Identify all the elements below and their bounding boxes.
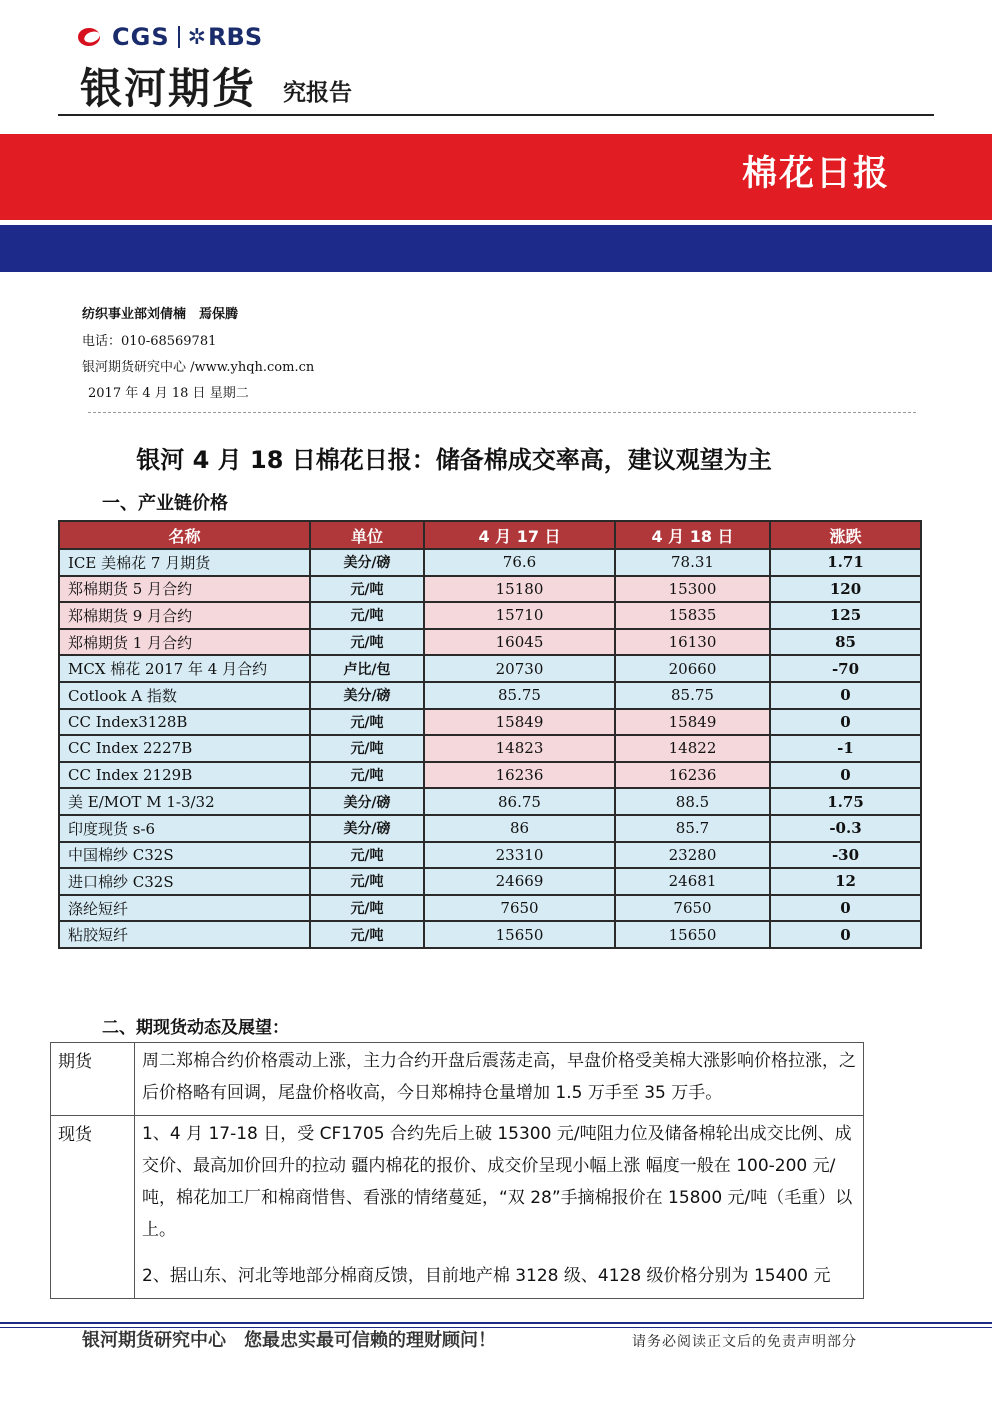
cell-unit: 元/吨 xyxy=(310,602,424,629)
cell-name: CC Index 2129B xyxy=(59,762,310,789)
spot-label: 现货 xyxy=(51,1116,135,1299)
table-row xyxy=(59,921,921,948)
blue-banner xyxy=(0,225,992,272)
table-row xyxy=(59,576,921,603)
table-row xyxy=(59,629,921,656)
futures-row xyxy=(51,1043,864,1116)
cell-apr17: 23310 xyxy=(424,842,615,869)
cell-unit: 元/吨 xyxy=(310,709,424,736)
phone: 电话：010-68569781 xyxy=(82,334,217,349)
cell-apr18: 16236 xyxy=(615,762,770,789)
cell-apr17: 86 xyxy=(424,815,615,842)
table-row xyxy=(59,735,921,762)
commentary-table xyxy=(50,1042,864,1299)
cell-apr18: 23280 xyxy=(615,842,770,869)
cell-apr17: 15849 xyxy=(424,709,615,736)
cell-apr17: 14823 xyxy=(424,735,615,762)
cell-apr18: 20660 xyxy=(615,655,770,682)
cell-apr17: 16045 xyxy=(424,629,615,656)
rbs-logo-icon: ✲ xyxy=(187,24,207,50)
cell-change: -70 xyxy=(770,655,921,682)
cell-change: 0 xyxy=(770,895,921,922)
price-table xyxy=(58,520,922,949)
cell-apr18: 85.75 xyxy=(615,682,770,709)
cell-apr18: 88.5 xyxy=(615,788,770,815)
cell-name: MCX 棉花 2017 年 4 月合约 xyxy=(59,655,310,682)
cell-unit: 美分/磅 xyxy=(310,549,424,576)
dashed-divider xyxy=(88,412,916,413)
cell-apr18: 7650 xyxy=(615,895,770,922)
cell-unit: 美分/磅 xyxy=(310,815,424,842)
cell-change: 85 xyxy=(770,629,921,656)
cell-apr18: 15835 xyxy=(615,602,770,629)
cell-name: 中国棉纱 C32S xyxy=(59,842,310,869)
logo-cgs-text: CGS xyxy=(112,23,170,51)
report-type: 究报告 xyxy=(283,80,352,106)
cell-apr17: 86.75 xyxy=(424,788,615,815)
cell-name: 粘胶短纤 xyxy=(59,921,310,948)
cell-apr18: 15300 xyxy=(615,576,770,603)
website-link[interactable]: 银河期货研究中心 /www.yhqh.com.cn xyxy=(82,360,315,375)
table-row xyxy=(59,815,921,842)
header-unit: 单位 xyxy=(310,521,424,549)
table-row xyxy=(59,762,921,789)
cell-apr17: 20730 xyxy=(424,655,615,682)
company-name: 银河期货 xyxy=(80,64,257,113)
cell-name: 涤纶短纤 xyxy=(59,895,310,922)
cell-unit: 卢比/包 xyxy=(310,655,424,682)
cell-name: 进口棉纱 C32S xyxy=(59,868,310,895)
logo-rbs-text: RBS xyxy=(208,23,263,51)
cell-apr17: 7650 xyxy=(424,895,615,922)
cell-apr17: 15180 xyxy=(424,576,615,603)
table-header-row xyxy=(59,521,921,549)
cell-unit: 元/吨 xyxy=(310,576,424,603)
cell-change: 1.75 xyxy=(770,788,921,815)
cell-unit: 元/吨 xyxy=(310,629,424,656)
table-row xyxy=(59,868,921,895)
cell-name: ICE 美棉花 7 月期货 xyxy=(59,549,310,576)
cell-name: 印度现货 s-6 xyxy=(59,815,310,842)
cell-unit: 元/吨 xyxy=(310,895,424,922)
cell-change: 0 xyxy=(770,709,921,736)
cell-unit: 元/吨 xyxy=(310,762,424,789)
cell-apr18: 78.31 xyxy=(615,549,770,576)
cell-apr18: 15650 xyxy=(615,921,770,948)
footer-slogan: 银河期货研究中心 您最忠实最可信赖的理财顾问！ xyxy=(82,1330,496,1351)
cell-unit: 美分/磅 xyxy=(310,682,424,709)
cell-apr17: 15710 xyxy=(424,602,615,629)
cell-apr18: 85.7 xyxy=(615,815,770,842)
cell-change: 120 xyxy=(770,576,921,603)
table-row xyxy=(59,895,921,922)
cell-change: 125 xyxy=(770,602,921,629)
authors: 纺织事业部刘倩楠 焉保腾 xyxy=(82,307,239,322)
report-title: 棉花日报 xyxy=(741,154,890,194)
cell-apr18: 14822 xyxy=(615,735,770,762)
cell-change: 0 xyxy=(770,921,921,948)
cell-name: CC Index 2227B xyxy=(59,735,310,762)
cell-unit: 元/吨 xyxy=(310,921,424,948)
header-date2: 4 月 18 日 xyxy=(615,521,770,549)
spot-paragraph-1: 1、4 月 17-18 日，受 CF1705 合约先后上破 15300 元/吨阻力位及储备棉轮出成交比例、成交价、最高加价回升的拉动 疆内棉花的报价、成交价呈现小幅上涨 幅度一般在 100-200 元/吨，棉花加工厂和棉商惜售、看涨的情绪蔓延，“双 28”手摘棉报价在 15800 元/吨（毛重）以上。 xyxy=(142,1124,853,1240)
cell-change: -1 xyxy=(770,735,921,762)
cell-unit: 元/吨 xyxy=(310,735,424,762)
cell-apr17: 24669 xyxy=(424,868,615,895)
header-rule xyxy=(58,114,934,116)
header-name: 名称 xyxy=(59,521,310,549)
cell-apr18: 15849 xyxy=(615,709,770,736)
table-row xyxy=(59,842,921,869)
cell-name: CC Index3128B xyxy=(59,709,310,736)
table-row xyxy=(59,602,921,629)
cell-name: 郑棉期货 9 月合约 xyxy=(59,602,310,629)
header-change: 涨跌 xyxy=(770,521,921,549)
cell-change: -0.3 xyxy=(770,815,921,842)
cell-change: 12 xyxy=(770,868,921,895)
futures-label: 期货 xyxy=(51,1043,135,1116)
logo xyxy=(78,22,262,52)
cell-apr17: 16236 xyxy=(424,762,615,789)
cell-change: 0 xyxy=(770,682,921,709)
cell-name: Cotlook A 指数 xyxy=(59,682,310,709)
spot-row xyxy=(51,1116,864,1299)
logo-divider xyxy=(178,26,180,48)
cell-unit: 美分/磅 xyxy=(310,788,424,815)
cell-name: 郑棉期货 1 月合约 xyxy=(59,629,310,656)
spot-paragraph-2: 2、据山东、河北等地部分棉商反馈，目前地产棉 3128 级、4128 级价格分别为 15400 元 xyxy=(142,1266,831,1286)
cell-name: 美 E/MOT M 1-3/32 xyxy=(59,788,310,815)
table-row xyxy=(59,788,921,815)
cell-unit: 元/吨 xyxy=(310,868,424,895)
table-row xyxy=(59,655,921,682)
cell-apr18: 24681 xyxy=(615,868,770,895)
cell-apr17: 76.6 xyxy=(424,549,615,576)
footer-rule xyxy=(0,1322,992,1324)
cell-change: 1.71 xyxy=(770,549,921,576)
cell-apr17: 15650 xyxy=(424,921,615,948)
header-date1: 4 月 17 日 xyxy=(424,521,615,549)
spot-text xyxy=(135,1116,864,1299)
headline: 银河 4 月 18 日棉花日报：储备棉成交率高，建议观望为主 xyxy=(136,446,772,474)
futures-text: 周二郑棉合约价格震动上涨，主力合约开盘后震荡走高，早盘价格受美棉大涨影响价格拉涨，之后价格略有回调，尾盘价格收高，今日郑棉持仓量增加 1.5 万手至 35 万手。 xyxy=(135,1043,864,1116)
cell-apr18: 16130 xyxy=(615,629,770,656)
section-1-title: 一、产业链价格 xyxy=(102,493,228,514)
cell-apr17: 85.75 xyxy=(424,682,615,709)
footer-disclaimer: 请务必阅读正文后的免责声明部分 xyxy=(632,1334,857,1350)
cell-unit: 元/吨 xyxy=(310,842,424,869)
table-row xyxy=(59,682,921,709)
cgs-logo-icon xyxy=(78,26,108,48)
cell-name: 郑棉期货 5 月合约 xyxy=(59,576,310,603)
report-date: 2017 年 4 月 18 日 星期二 xyxy=(88,386,249,401)
table-row xyxy=(59,709,921,736)
cell-change: -30 xyxy=(770,842,921,869)
table-row xyxy=(59,549,921,576)
section-2-title: 二、期现货动态及展望： xyxy=(102,1018,289,1038)
cell-change: 0 xyxy=(770,762,921,789)
